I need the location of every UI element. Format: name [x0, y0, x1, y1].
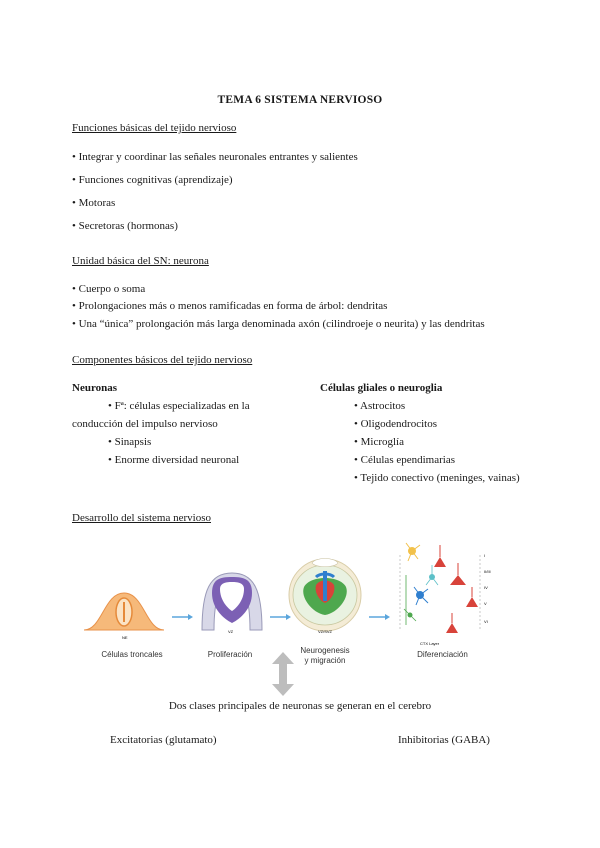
svg-text:IV: IV: [484, 585, 488, 590]
page-title: TEMA 6 SISTEMA NERVIOSO: [217, 94, 383, 106]
stem-cell-illustration: [84, 593, 164, 630]
svg-text:V: V: [484, 601, 487, 606]
svg-text:CTX Layer: CTX Layer: [420, 641, 440, 646]
list-item: • Funciones cognitivas (aprendizaje): [72, 174, 233, 186]
list-item: • Secretoras (hormonas): [72, 220, 178, 232]
inhibitory-class: Inhibitorias (GABA): [398, 734, 490, 746]
section-heading-desarrollo: Desarrollo del sistema nervioso: [72, 512, 211, 524]
differentiation-illustration: [400, 543, 480, 633]
list-item: • Prolongaciones más o menos ramificadas en forma de árbol: dendritas: [72, 300, 388, 312]
list-item: • Una “única” prolongación más larga denominada axón (cilindroeje o neurita) y las dendritas: [72, 318, 485, 330]
list-item: • Motoras: [72, 197, 116, 209]
svg-text:VI: VI: [484, 619, 488, 624]
list-item: • Oligodendrocitos: [354, 418, 437, 430]
list-item: • Astrocitos: [354, 400, 406, 412]
list-item: • Cuerpo o soma: [72, 283, 146, 295]
list-item: • Integrar y coordinar las señales neuronales entrantes y salientes: [72, 151, 358, 163]
list-item: conducción del impulso nervioso: [72, 418, 218, 430]
summary-text: Dos clases principales de neuronas se generan en el cerebro: [168, 700, 432, 712]
excitatory-class: Excitatorias (glutamato): [110, 734, 217, 746]
glia-title: Células gliales o neuroglia: [320, 382, 443, 394]
section-heading-unidad: Unidad básica del SN: neurona: [72, 255, 209, 267]
proliferation-illustration: [202, 573, 262, 630]
list-item: • Fª: células especializadas en la: [108, 400, 250, 412]
arrow-icon: [270, 614, 291, 620]
svg-text:II/III: II/III: [484, 569, 491, 574]
svg-text:NE: NE: [122, 635, 128, 640]
arrow-icon: [369, 614, 390, 620]
svg-text:VZ/SVZ: VZ/SVZ: [318, 629, 333, 634]
double-arrow-icon: [270, 652, 296, 696]
svg-text:I: I: [484, 553, 486, 558]
svg-text:VZ: VZ: [228, 629, 234, 634]
section-heading-componentes: Componentes básicos del tejido nervioso: [72, 354, 253, 366]
list-item: • Microglía: [354, 436, 404, 448]
section-heading-funciones: Funciones básicas del tejido nervioso: [72, 122, 237, 134]
list-item: • Enorme diversidad neuronal: [108, 454, 240, 466]
list-item: • Células ependimarias: [354, 454, 455, 466]
stage-caption: Proliferación: [207, 650, 253, 659]
arrow-icon: [172, 614, 193, 620]
stage-caption: Diferenciación: [417, 650, 468, 659]
neuronas-title: Neuronas: [72, 382, 118, 394]
list-item: • Tejido conectivo (meninges, vainas): [354, 472, 520, 484]
list-item: • Sinapsis: [108, 436, 152, 448]
stage-caption: Células troncales: [101, 650, 163, 659]
neurogenesis-illustration: [289, 559, 361, 632]
stage-caption: Neurogenesis y migración: [300, 646, 350, 665]
